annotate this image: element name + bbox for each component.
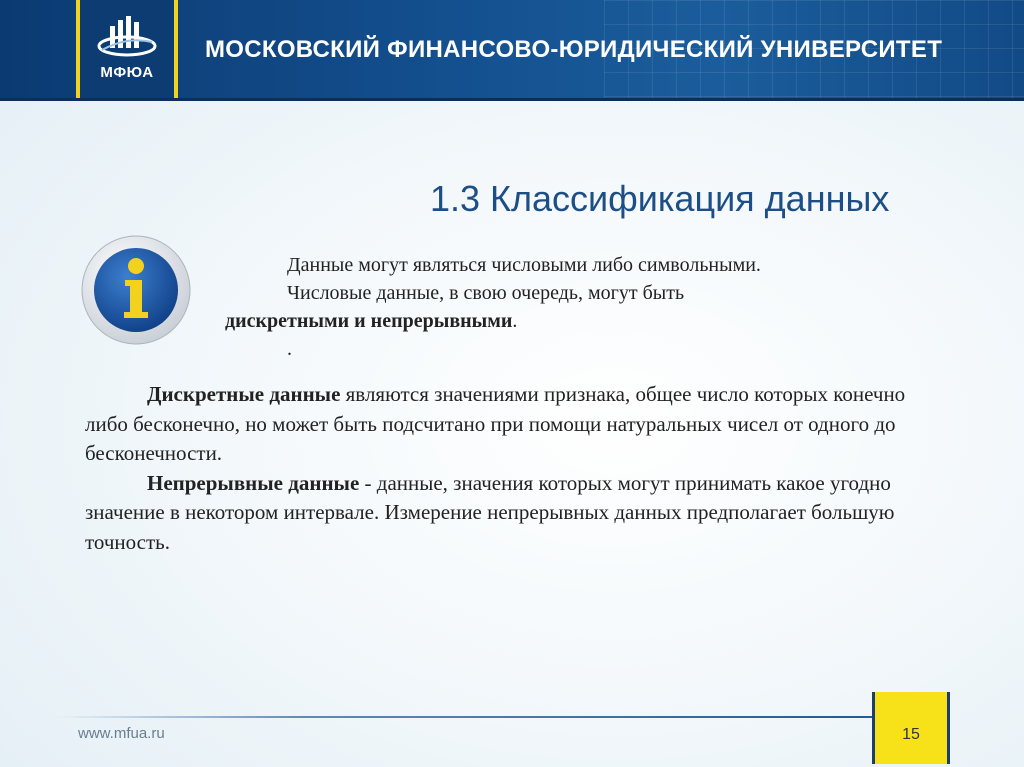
footer-divider xyxy=(58,716,878,718)
discrete-paragraph xyxy=(85,380,925,469)
slide-title: 1.3 Классификация данных xyxy=(430,178,890,219)
page-number: 15 xyxy=(902,726,920,743)
continuous-term: Непрерывные данные xyxy=(147,470,360,495)
intro-line: Данные могут являться числовыми либо символьными. xyxy=(287,254,761,276)
university-name: МОСКОВСКИЙ ФИНАНСОВО-ЮРИДИЧЕСКИЙ УНИВЕРСИТЕТ xyxy=(205,36,943,63)
header-banner xyxy=(0,0,1024,101)
definitions xyxy=(85,380,925,557)
continuous-paragraph xyxy=(85,469,925,558)
university-logo-icon xyxy=(80,6,174,66)
footer-url: www.mfua.ru xyxy=(78,725,165,742)
intro-period: . xyxy=(512,310,518,332)
discrete-term: Дискретные данные xyxy=(147,382,341,406)
intro-line: Числовые данные, в свою очередь, могут быть xyxy=(287,282,685,304)
info-icon xyxy=(80,234,192,346)
intro-line: . xyxy=(287,338,292,360)
logo-text: МФЮА xyxy=(100,64,154,81)
discrete-definition: являются значениями признака, общее число которых конечно либо бесконечно, но может быть подсчитано при помощи натуральных чисел от одного до бесконечности. xyxy=(85,382,906,465)
intro-bold-term: дискретными и непрерывными xyxy=(225,310,513,332)
intro-text xyxy=(225,251,945,363)
continuous-definition: - данные, значения которых могут принимать какое угодно значение в некотором интервале. Измерение непрерывных данных предполагает большую точность. xyxy=(85,470,895,554)
intro-line xyxy=(225,307,945,335)
logo-box xyxy=(76,0,178,98)
page-number-box xyxy=(872,692,950,764)
